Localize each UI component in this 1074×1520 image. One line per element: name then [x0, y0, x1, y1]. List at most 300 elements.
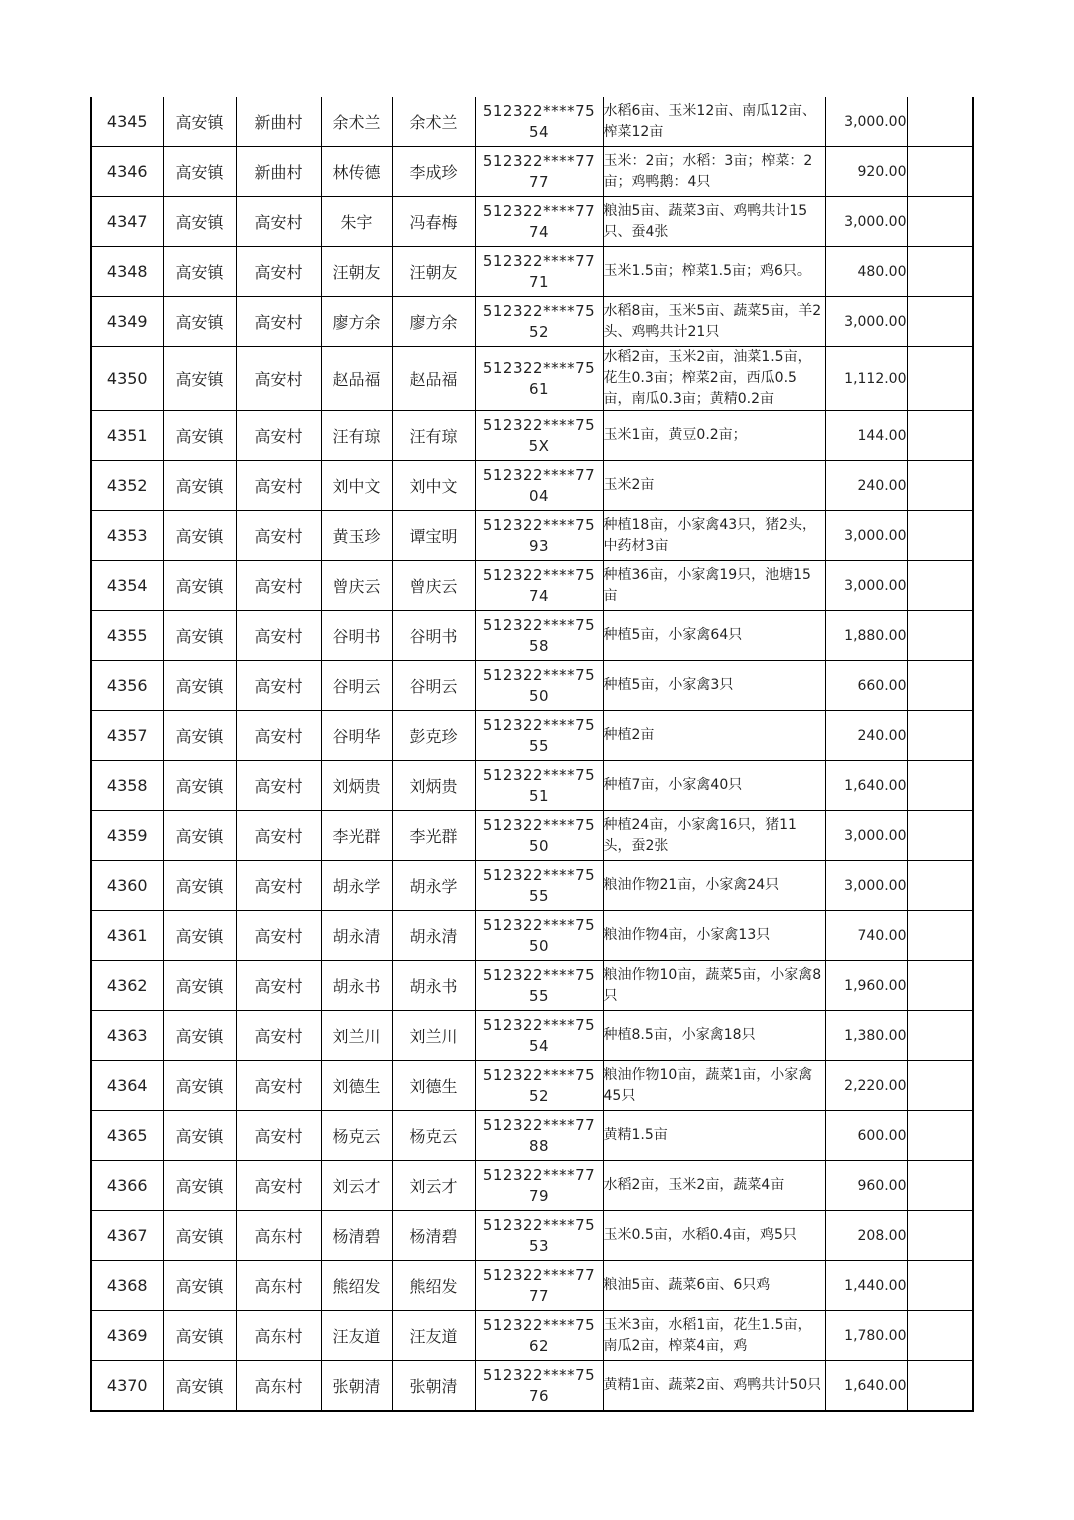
- table-row: [91, 961, 973, 1011]
- id-number-cell: [475, 1061, 603, 1111]
- subsidy-amount-cell: 3,000.00: [825, 811, 907, 861]
- description-text: 种植5亩，小家禽64只: [603, 627, 743, 643]
- account-holder-cell: 李光群: [392, 811, 475, 861]
- production-description-cell: [603, 861, 825, 911]
- subsidy-amount-cell: 1,380.00: [825, 1011, 907, 1061]
- id-number-cell: [475, 1111, 603, 1161]
- description-text: 种植5亩，小家禽3只: [603, 677, 734, 693]
- description-text: 玉米0.5亩，水稻0.4亩，鸡5只: [603, 1227, 797, 1243]
- applicant-name-cell: 汪朝友: [321, 247, 392, 297]
- description-text: 种植36亩，小家禽19只，池塘15亩: [603, 566, 811, 604]
- description-text: 玉米1.5亩；榨菜1.5亩；鸡6只。: [603, 263, 811, 279]
- village-cell: 高安村: [236, 1061, 321, 1111]
- production-description-cell: [603, 811, 825, 861]
- id-number-text: 512322****7555: [482, 965, 596, 1005]
- id-number-cell: [475, 247, 603, 297]
- id-number-text: 512322****7554: [482, 101, 596, 141]
- id-number-text: 512322****7771: [482, 251, 596, 291]
- subsidy-amount-cell: 600.00: [825, 1111, 907, 1161]
- village-cell: 高东村: [236, 1261, 321, 1311]
- table-row: [91, 1161, 973, 1211]
- account-holder-cell: 胡永学: [392, 861, 475, 911]
- account-holder-cell: 谭宝明: [392, 511, 475, 561]
- village-cell: 高安村: [236, 861, 321, 911]
- subsidy-amount-cell: 1,640.00: [825, 1361, 907, 1412]
- town-cell: 高安镇: [163, 297, 236, 347]
- production-description-cell: [603, 961, 825, 1011]
- id-number-text: 512322****7550: [482, 915, 596, 955]
- applicant-name-cell: 刘兰川: [321, 1011, 392, 1061]
- id-number-text: 512322****7788: [482, 1115, 596, 1155]
- description-text: 水稻6亩、玉米12亩、南瓜12亩、榨菜12亩: [603, 102, 817, 140]
- row-number: 4369: [91, 1311, 163, 1361]
- row-number: 4352: [91, 461, 163, 511]
- subsidy-amount-cell: 240.00: [825, 711, 907, 761]
- id-number-cell: [475, 1211, 603, 1261]
- row-number: 4365: [91, 1111, 163, 1161]
- village-cell: 新曲村: [236, 97, 321, 147]
- town-cell: 高安镇: [163, 1011, 236, 1061]
- applicant-name-cell: 黄玉珍: [321, 511, 392, 561]
- applicant-name-cell: 张朝清: [321, 1361, 392, 1412]
- village-cell: 高安村: [236, 1111, 321, 1161]
- town-cell: 高安镇: [163, 147, 236, 197]
- town-cell: 高安镇: [163, 411, 236, 461]
- table-row: [91, 1261, 973, 1311]
- description-text: 粮油作物21亩，小家禽24只: [603, 877, 780, 893]
- applicant-name-cell: 赵品福: [321, 347, 392, 411]
- village-cell: 高安村: [236, 297, 321, 347]
- row-number: 4351: [91, 411, 163, 461]
- account-holder-cell: 冯春梅: [392, 197, 475, 247]
- description-text: 粮油作物10亩，蔬菜1亩，小家禽45只: [603, 1066, 813, 1104]
- description-text: 玉米：2亩；水稻：3亩；榨菜：2亩；鸡鸭鹅：4只: [603, 152, 813, 190]
- account-holder-cell: 谷明书: [392, 611, 475, 661]
- town-cell: 高安镇: [163, 1061, 236, 1111]
- description-text: 种植24亩，小家禽16只，猪11头，蚕2张: [603, 816, 797, 854]
- village-cell: 高安村: [236, 961, 321, 1011]
- applicant-name-cell: 熊绍发: [321, 1261, 392, 1311]
- table-row: [91, 911, 973, 961]
- village-cell: 新曲村: [236, 147, 321, 197]
- remarks-cell: [907, 1111, 973, 1161]
- row-number: 4356: [91, 661, 163, 711]
- applicant-name-cell: 刘云才: [321, 1161, 392, 1211]
- account-holder-cell: 胡永书: [392, 961, 475, 1011]
- remarks-cell: [907, 1361, 973, 1412]
- id-number-cell: [475, 297, 603, 347]
- description-text: 种植7亩，小家禽40只: [603, 777, 743, 793]
- account-holder-cell: 赵品福: [392, 347, 475, 411]
- village-cell: 高东村: [236, 1361, 321, 1412]
- applicant-name-cell: 林传德: [321, 147, 392, 197]
- remarks-cell: [907, 147, 973, 197]
- id-number-text: 512322****7558: [482, 615, 596, 655]
- account-holder-cell: 汪友道: [392, 1311, 475, 1361]
- remarks-cell: [907, 761, 973, 811]
- description-text: 玉米2亩: [603, 477, 655, 493]
- description-text: 粮油5亩、蔬菜3亩、鸡鸭共计15只、蚕4张: [603, 202, 808, 240]
- production-description-cell: [603, 1211, 825, 1261]
- town-cell: 高安镇: [163, 511, 236, 561]
- subsidy-amount-cell: 208.00: [825, 1211, 907, 1261]
- id-number-cell: [475, 147, 603, 197]
- town-cell: 高安镇: [163, 611, 236, 661]
- village-cell: 高安村: [236, 911, 321, 961]
- subsidy-amount-cell: 3,000.00: [825, 297, 907, 347]
- account-holder-cell: 李成珍: [392, 147, 475, 197]
- production-description-cell: [603, 1061, 825, 1111]
- subsidy-amount-cell: 1,640.00: [825, 761, 907, 811]
- row-number: 4367: [91, 1211, 163, 1261]
- applicant-name-cell: 胡永学: [321, 861, 392, 911]
- id-number-text: 512322****7550: [482, 665, 596, 705]
- id-number-text: 512322****7593: [482, 515, 596, 555]
- applicant-name-cell: 谷明云: [321, 661, 392, 711]
- row-number: 4368: [91, 1261, 163, 1311]
- town-cell: 高安镇: [163, 561, 236, 611]
- remarks-cell: [907, 197, 973, 247]
- village-cell: 高安村: [236, 1011, 321, 1061]
- table-row: [91, 1111, 973, 1161]
- remarks-cell: [907, 561, 973, 611]
- id-number-text: 512322****7774: [482, 201, 596, 241]
- village-cell: 高安村: [236, 811, 321, 861]
- id-number-text: 512322****7555: [482, 865, 596, 905]
- row-number: 4346: [91, 147, 163, 197]
- remarks-cell: [907, 411, 973, 461]
- id-number-text: 512322****7555: [482, 715, 596, 755]
- row-number: 4348: [91, 247, 163, 297]
- description-text: 粮油5亩、蔬菜6亩、6只鸡: [603, 1277, 771, 1293]
- town-cell: 高安镇: [163, 247, 236, 297]
- id-number-cell: [475, 611, 603, 661]
- applicant-name-cell: 廖方余: [321, 297, 392, 347]
- id-number-text: 512322****7552: [482, 1065, 596, 1105]
- description-text: 水稻2亩，玉米2亩，蔬菜4亩: [603, 1177, 785, 1193]
- description-text: 水稻2亩，玉米2亩，油菜1.5亩，花生0.3亩；榨菜2亩，西瓜0.5亩，南瓜0.3亩；黄精0.2亩: [603, 349, 812, 407]
- subsidy-amount-cell: 3,000.00: [825, 97, 907, 147]
- remarks-cell: [907, 1011, 973, 1061]
- id-number-text: 512322****7551: [482, 765, 596, 805]
- id-number-cell: [475, 97, 603, 147]
- village-cell: 高安村: [236, 461, 321, 511]
- table-row: [91, 661, 973, 711]
- village-cell: 高安村: [236, 711, 321, 761]
- subsidy-amount-cell: 1,440.00: [825, 1261, 907, 1311]
- id-number-cell: [475, 561, 603, 611]
- id-number-text: 512322****7779: [482, 1165, 596, 1205]
- id-number-text: 512322****7561: [482, 358, 596, 398]
- subsidy-amount-cell: 1,960.00: [825, 961, 907, 1011]
- id-number-text: 512322****7552: [482, 301, 596, 341]
- remarks-cell: [907, 1261, 973, 1311]
- production-description-cell: [603, 911, 825, 961]
- id-number-text: 512322****7777: [482, 151, 596, 191]
- row-number: 4363: [91, 1011, 163, 1061]
- town-cell: 高安镇: [163, 1111, 236, 1161]
- remarks-cell: [907, 1161, 973, 1211]
- id-number-text: 512322****755X: [482, 415, 596, 455]
- remarks-cell: [907, 97, 973, 147]
- id-number-text: 512322****7553: [482, 1215, 596, 1255]
- table-row: [91, 761, 973, 811]
- town-cell: 高安镇: [163, 661, 236, 711]
- description-text: 水稻8亩，玉米5亩、蔬菜5亩，羊2头、鸡鸭共计21只: [603, 302, 822, 340]
- id-number-cell: [475, 911, 603, 961]
- subsidy-amount-cell: 960.00: [825, 1161, 907, 1211]
- table-row: [91, 1011, 973, 1061]
- row-number: 4353: [91, 511, 163, 561]
- table-row: [91, 611, 973, 661]
- table-row: [91, 347, 973, 411]
- account-holder-cell: 汪朝友: [392, 247, 475, 297]
- row-number: 4361: [91, 911, 163, 961]
- village-cell: 高东村: [236, 1311, 321, 1361]
- production-description-cell: [603, 761, 825, 811]
- production-description-cell: [603, 1311, 825, 1361]
- remarks-cell: [907, 247, 973, 297]
- row-number: 4358: [91, 761, 163, 811]
- town-cell: 高安镇: [163, 861, 236, 911]
- id-number-cell: [475, 711, 603, 761]
- subsidy-amount-cell: 1,880.00: [825, 611, 907, 661]
- row-number: 4355: [91, 611, 163, 661]
- applicant-name-cell: 李光群: [321, 811, 392, 861]
- applicant-name-cell: 杨清碧: [321, 1211, 392, 1261]
- remarks-cell: [907, 1211, 973, 1261]
- production-description-cell: [603, 1161, 825, 1211]
- remarks-cell: [907, 861, 973, 911]
- id-number-cell: [475, 861, 603, 911]
- description-text: 黄精1亩、蔬菜2亩、鸡鸭共计50只: [603, 1377, 822, 1393]
- row-number: 4366: [91, 1161, 163, 1211]
- applicant-name-cell: 杨克云: [321, 1111, 392, 1161]
- town-cell: 高安镇: [163, 197, 236, 247]
- table-row: [91, 1061, 973, 1111]
- row-number: 4362: [91, 961, 163, 1011]
- id-number-text: 512322****7554: [482, 1015, 596, 1055]
- subsidy-amount-cell: 144.00: [825, 411, 907, 461]
- applicant-name-cell: 谷明华: [321, 711, 392, 761]
- applicant-name-cell: 胡永清: [321, 911, 392, 961]
- remarks-cell: [907, 461, 973, 511]
- row-number: 4364: [91, 1061, 163, 1111]
- applicant-name-cell: 刘炳贵: [321, 761, 392, 811]
- id-number-cell: [475, 811, 603, 861]
- id-number-cell: [475, 1361, 603, 1412]
- table-row: [91, 711, 973, 761]
- id-number-cell: [475, 961, 603, 1011]
- account-holder-cell: 廖方余: [392, 297, 475, 347]
- account-holder-cell: 彭克珍: [392, 711, 475, 761]
- village-cell: 高东村: [236, 1211, 321, 1261]
- village-cell: 高安村: [236, 411, 321, 461]
- production-description-cell: [603, 1011, 825, 1061]
- applicant-name-cell: 刘中文: [321, 461, 392, 511]
- id-number-text: 512322****7576: [482, 1365, 596, 1405]
- table-row: [91, 1211, 973, 1261]
- account-holder-cell: 熊绍发: [392, 1261, 475, 1311]
- applicant-name-cell: 曾庆云: [321, 561, 392, 611]
- table-row: [91, 197, 973, 247]
- town-cell: 高安镇: [163, 961, 236, 1011]
- table-row: [91, 97, 973, 147]
- id-number-text: 512322****7574: [482, 565, 596, 605]
- account-holder-cell: 余术兰: [392, 97, 475, 147]
- town-cell: 高安镇: [163, 461, 236, 511]
- description-text: 黄精1.5亩: [603, 1127, 668, 1143]
- remarks-cell: [907, 711, 973, 761]
- town-cell: 高安镇: [163, 1261, 236, 1311]
- subsidy-table: [90, 97, 974, 1412]
- row-number: 4357: [91, 711, 163, 761]
- subsidy-amount-cell: 2,220.00: [825, 1061, 907, 1111]
- production-description-cell: [603, 561, 825, 611]
- id-number-cell: [475, 511, 603, 561]
- account-holder-cell: 刘炳贵: [392, 761, 475, 811]
- description-text: 种植18亩，小家禽43只，猪2头，中药材3亩: [603, 516, 817, 554]
- description-text: 粮油作物10亩，蔬菜5亩，小家禽8只: [603, 966, 822, 1004]
- production-description-cell: [603, 511, 825, 561]
- id-number-cell: [475, 1011, 603, 1061]
- applicant-name-cell: 刘德生: [321, 1061, 392, 1111]
- production-description-cell: [603, 247, 825, 297]
- description-text: 玉米1亩，黄豆0.2亩；: [603, 427, 747, 443]
- town-cell: 高安镇: [163, 1211, 236, 1261]
- applicant-name-cell: 谷明书: [321, 611, 392, 661]
- account-holder-cell: 曾庆云: [392, 561, 475, 611]
- town-cell: 高安镇: [163, 711, 236, 761]
- subsidy-amount-cell: 660.00: [825, 661, 907, 711]
- production-description-cell: [603, 461, 825, 511]
- remarks-cell: [907, 347, 973, 411]
- applicant-name-cell: 汪有琼: [321, 411, 392, 461]
- table-row: [91, 861, 973, 911]
- id-number-text: 512322****7777: [482, 1265, 596, 1305]
- town-cell: 高安镇: [163, 1161, 236, 1211]
- subsidy-amount-cell: 1,780.00: [825, 1311, 907, 1361]
- production-description-cell: [603, 297, 825, 347]
- id-number-cell: [475, 761, 603, 811]
- account-holder-cell: 刘中文: [392, 461, 475, 511]
- village-cell: 高安村: [236, 511, 321, 561]
- row-number: 4347: [91, 197, 163, 247]
- applicant-name-cell: 胡永书: [321, 961, 392, 1011]
- account-holder-cell: 刘兰川: [392, 1011, 475, 1061]
- production-description-cell: [603, 1361, 825, 1412]
- remarks-cell: [907, 1061, 973, 1111]
- village-cell: 高安村: [236, 247, 321, 297]
- village-cell: 高安村: [236, 561, 321, 611]
- town-cell: 高安镇: [163, 97, 236, 147]
- subsidy-amount-cell: 3,000.00: [825, 197, 907, 247]
- applicant-name-cell: 汪友道: [321, 1311, 392, 1361]
- id-number-cell: [475, 661, 603, 711]
- account-holder-cell: 刘云才: [392, 1161, 475, 1211]
- applicant-name-cell: 余术兰: [321, 97, 392, 147]
- remarks-cell: [907, 911, 973, 961]
- account-holder-cell: 杨克云: [392, 1111, 475, 1161]
- id-number-cell: [475, 1161, 603, 1211]
- remarks-cell: [907, 611, 973, 661]
- production-description-cell: [603, 97, 825, 147]
- table-row: [91, 297, 973, 347]
- row-number: 4349: [91, 297, 163, 347]
- village-cell: 高安村: [236, 661, 321, 711]
- remarks-cell: [907, 961, 973, 1011]
- subsidy-amount-cell: 920.00: [825, 147, 907, 197]
- id-number-cell: [475, 347, 603, 411]
- table-row: [91, 511, 973, 561]
- table-row: [91, 811, 973, 861]
- id-number-cell: [475, 197, 603, 247]
- id-number-text: 512322****7704: [482, 465, 596, 505]
- row-number: 4350: [91, 347, 163, 411]
- account-holder-cell: 胡永清: [392, 911, 475, 961]
- production-description-cell: [603, 411, 825, 461]
- town-cell: 高安镇: [163, 1311, 236, 1361]
- table-row: [91, 147, 973, 197]
- id-number-cell: [475, 461, 603, 511]
- description-text: 玉米3亩，水稻1亩，花生1.5亩，南瓜2亩，榨菜4亩，鸡: [603, 1316, 812, 1354]
- production-description-cell: [603, 197, 825, 247]
- account-holder-cell: 刘德生: [392, 1061, 475, 1111]
- remarks-cell: [907, 1311, 973, 1361]
- town-cell: 高安镇: [163, 911, 236, 961]
- table-row: [91, 1311, 973, 1361]
- row-number: 4370: [91, 1361, 163, 1412]
- row-number: 4354: [91, 561, 163, 611]
- table-row: [91, 561, 973, 611]
- account-holder-cell: 汪有琼: [392, 411, 475, 461]
- table-row: [91, 461, 973, 511]
- town-cell: 高安镇: [163, 1361, 236, 1412]
- table-row: [91, 1361, 973, 1412]
- subsidy-amount-cell: 3,000.00: [825, 561, 907, 611]
- production-description-cell: [603, 611, 825, 661]
- table-row: [91, 247, 973, 297]
- village-cell: 高安村: [236, 347, 321, 411]
- subsidy-amount-cell: 3,000.00: [825, 861, 907, 911]
- account-holder-cell: 谷明云: [392, 661, 475, 711]
- account-holder-cell: 张朝清: [392, 1361, 475, 1412]
- id-number-text: 512322****7562: [482, 1315, 596, 1355]
- id-number-cell: [475, 1311, 603, 1361]
- village-cell: 高安村: [236, 611, 321, 661]
- subsidy-amount-cell: 480.00: [825, 247, 907, 297]
- applicant-name-cell: 朱宇: [321, 197, 392, 247]
- subsidy-amount-cell: 3,000.00: [825, 511, 907, 561]
- subsidy-amount-cell: 740.00: [825, 911, 907, 961]
- town-cell: 高安镇: [163, 761, 236, 811]
- description-text: 种植8.5亩，小家禽18只: [603, 1027, 756, 1043]
- id-number-text: 512322****7550: [482, 815, 596, 855]
- production-description-cell: [603, 1261, 825, 1311]
- description-text: 种植2亩: [603, 727, 655, 743]
- row-number: 4345: [91, 97, 163, 147]
- production-description-cell: [603, 711, 825, 761]
- village-cell: 高安村: [236, 761, 321, 811]
- town-cell: 高安镇: [163, 811, 236, 861]
- remarks-cell: [907, 661, 973, 711]
- id-number-cell: [475, 1261, 603, 1311]
- production-description-cell: [603, 147, 825, 197]
- id-number-cell: [475, 411, 603, 461]
- production-description-cell: [603, 661, 825, 711]
- row-number: 4359: [91, 811, 163, 861]
- village-cell: 高安村: [236, 1161, 321, 1211]
